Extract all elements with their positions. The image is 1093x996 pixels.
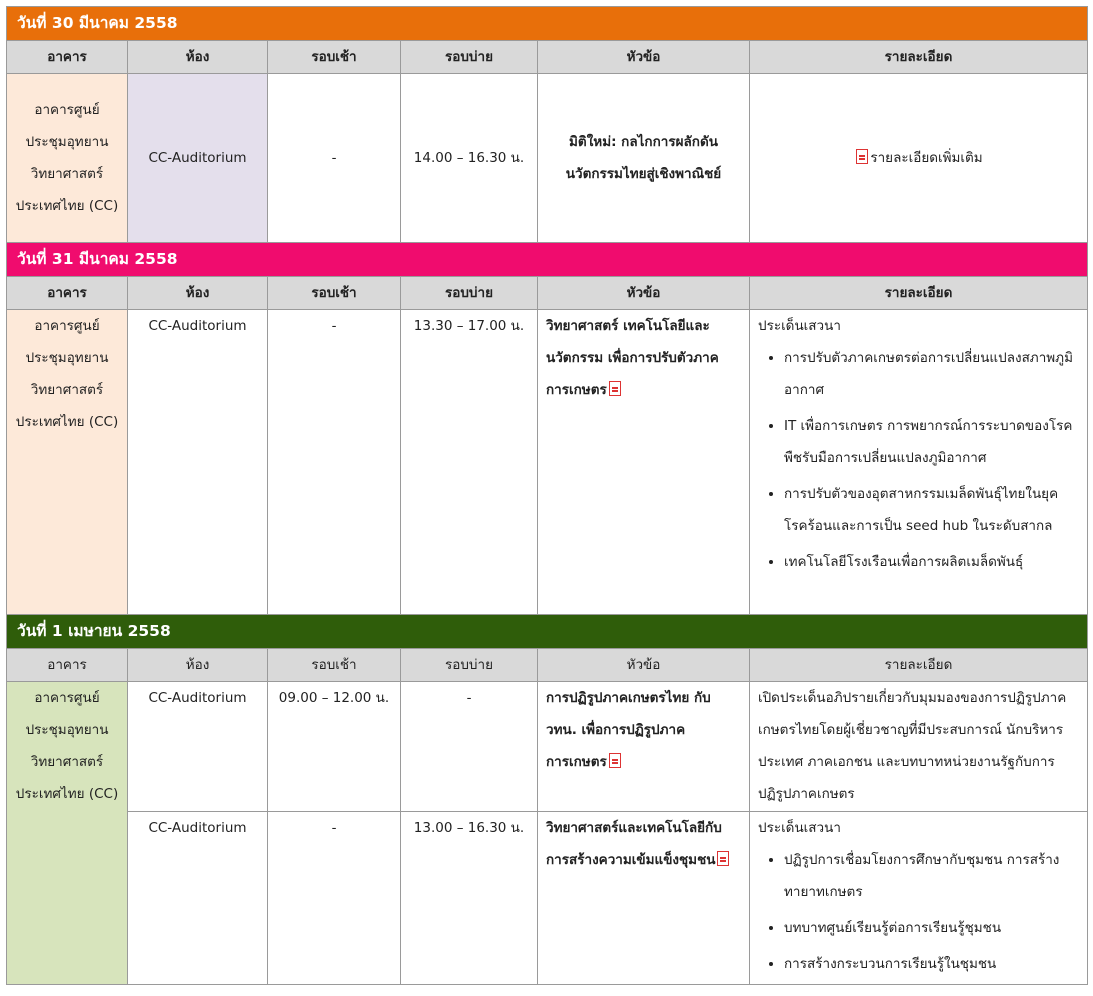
list-item: • IT เพื่อการเกษตร การพยากรณ์การระบาดของโรคพืชรับมือการเปลี่ยนแปลงภูมิอากาศ bbox=[784, 410, 1079, 474]
col-morning: รอบเช้า bbox=[268, 277, 401, 310]
column-header-row bbox=[7, 277, 1088, 310]
col-detail: รายละเอียด bbox=[750, 649, 1088, 682]
topic-cell bbox=[538, 310, 750, 615]
col-afternoon: รอบบ่าย bbox=[401, 649, 538, 682]
morning-cell: - bbox=[268, 74, 401, 243]
pdf-icon[interactable] bbox=[717, 851, 729, 866]
day-title: วันที่ 31 มีนาคม 2558 bbox=[7, 243, 1088, 277]
col-morning: รอบเช้า bbox=[268, 649, 401, 682]
afternoon-cell: 14.00 – 16.30 น. bbox=[401, 74, 538, 243]
morning-cell: - bbox=[268, 310, 401, 615]
detail-link[interactable]: รายละเอียดเพิ่มเติม bbox=[870, 150, 983, 166]
col-room: ห้อง bbox=[128, 277, 268, 310]
column-header-row bbox=[7, 41, 1088, 74]
topic-cell bbox=[538, 812, 750, 985]
afternoon-cell: - bbox=[401, 682, 538, 812]
building-cell: อาคารศูนย์ประชุมอุทยานวิทยาศาสตร์ประเทศไทย (CC) bbox=[7, 74, 128, 243]
room-cell: CC-Auditorium bbox=[128, 310, 268, 615]
morning-cell: 09.00 – 12.00 น. bbox=[268, 682, 401, 812]
day-header bbox=[7, 243, 1088, 277]
col-building: อาคาร bbox=[7, 277, 128, 310]
day-header bbox=[7, 615, 1088, 649]
building-cell: อาคารศูนย์ประชุมอุทยานวิทยาศาสตร์ประเทศไทย (CC) bbox=[7, 682, 128, 985]
table-row bbox=[7, 74, 1088, 243]
col-detail: รายละเอียด bbox=[750, 277, 1088, 310]
col-building: อาคาร bbox=[7, 649, 128, 682]
topic-text: การปฏิรูปภาคเกษตรไทย กับ วทน. เพื่อการปฏิรูปภาคการเกษตร bbox=[546, 690, 711, 770]
detail-cell bbox=[750, 812, 1088, 985]
topic-cell bbox=[538, 682, 750, 812]
schedule-table bbox=[6, 6, 1088, 985]
morning-cell: - bbox=[268, 812, 401, 985]
col-topic: หัวข้อ bbox=[538, 41, 750, 74]
col-building: อาคาร bbox=[7, 41, 128, 74]
topic-text: วิทยาศาสตร์และเทคโนโลยีกับการสร้างความเข้มแข็งชุมชน bbox=[546, 820, 722, 868]
col-detail: รายละเอียด bbox=[750, 41, 1088, 74]
table-row bbox=[7, 310, 1088, 615]
col-room: ห้อง bbox=[128, 41, 268, 74]
col-topic: หัวข้อ bbox=[538, 277, 750, 310]
day-header bbox=[7, 7, 1088, 41]
table-row bbox=[7, 812, 1088, 985]
room-cell: CC-Auditorium bbox=[128, 682, 268, 812]
pdf-icon[interactable] bbox=[609, 753, 621, 768]
col-room: ห้อง bbox=[128, 649, 268, 682]
detail-list bbox=[758, 342, 1079, 578]
list-item: • ปฏิรูปการเชื่อมโยงการศึกษากับชุมชน การสร้างทายาทเกษตร bbox=[784, 844, 1079, 908]
col-afternoon: รอบบ่าย bbox=[401, 277, 538, 310]
pdf-icon[interactable] bbox=[856, 149, 868, 164]
day-title: วันที่ 1 เมษายน 2558 bbox=[7, 615, 1088, 649]
detail-cell bbox=[750, 310, 1088, 615]
column-header-row bbox=[7, 649, 1088, 682]
list-item: • เทคโนโลยีโรงเรือนเพื่อการผลิตเมล็ดพันธุ์ bbox=[784, 546, 1079, 578]
afternoon-cell: 13.30 – 17.00 น. bbox=[401, 310, 538, 615]
building-cell: อาคารศูนย์ประชุมอุทยานวิทยาศาสตร์ประเทศไทย (CC) bbox=[7, 310, 128, 615]
col-topic: หัวข้อ bbox=[538, 649, 750, 682]
detail-cell: เปิดประเด็นอภิปรายเกี่ยวกับมุมมองของการปฏิรูปภาคเกษตรไทยโดยผู้เชี่ยวชาญที่มีประสบการณ์ นักบริหารประเทศ ภาคเอกชน และบทบาทหน่วยงานรัฐกับการปฏิรูปภาคเกษตร bbox=[750, 682, 1088, 812]
detail-list bbox=[758, 844, 1079, 980]
list-item: • การปรับตัวของอุตสาหกรรมเมล็ดพันธุ์ไทยในยุคโรคร้อนและการเป็น seed hub ในระดับสากล bbox=[784, 478, 1079, 542]
afternoon-cell: 13.00 – 16.30 น. bbox=[401, 812, 538, 985]
detail-lead: ประเด็นเสวนา bbox=[758, 820, 841, 836]
room-cell: CC-Auditorium bbox=[128, 74, 268, 243]
list-item: • การปรับตัวภาคเกษตรต่อการเปลี่ยนแปลงสภาพภูมิอากาศ bbox=[784, 342, 1079, 406]
room-cell: CC-Auditorium bbox=[128, 812, 268, 985]
topic-text: วิทยาศาสตร์ เทคโนโลยีและนวัตกรรม เพื่อการปรับตัวภาคการเกษตร bbox=[546, 318, 719, 398]
detail-cell bbox=[750, 74, 1088, 243]
col-morning: รอบเช้า bbox=[268, 41, 401, 74]
day-title: วันที่ 30 มีนาคม 2558 bbox=[7, 7, 1088, 41]
pdf-icon[interactable] bbox=[609, 381, 621, 396]
topic-cell: มิติใหม่: กลไกการผลักดันนวัตกรรมไทยสู่เชิงพาณิชย์ bbox=[538, 74, 750, 243]
list-item: • การสร้างกระบวนการเรียนรู้ในชุมชน bbox=[784, 948, 1079, 980]
list-item: • บทบาทศูนย์เรียนรู้ต่อการเรียนรู้ชุมชน bbox=[784, 912, 1079, 944]
detail-lead: ประเด็นเสวนา bbox=[758, 318, 841, 334]
table-row bbox=[7, 682, 1088, 812]
col-afternoon: รอบบ่าย bbox=[401, 41, 538, 74]
